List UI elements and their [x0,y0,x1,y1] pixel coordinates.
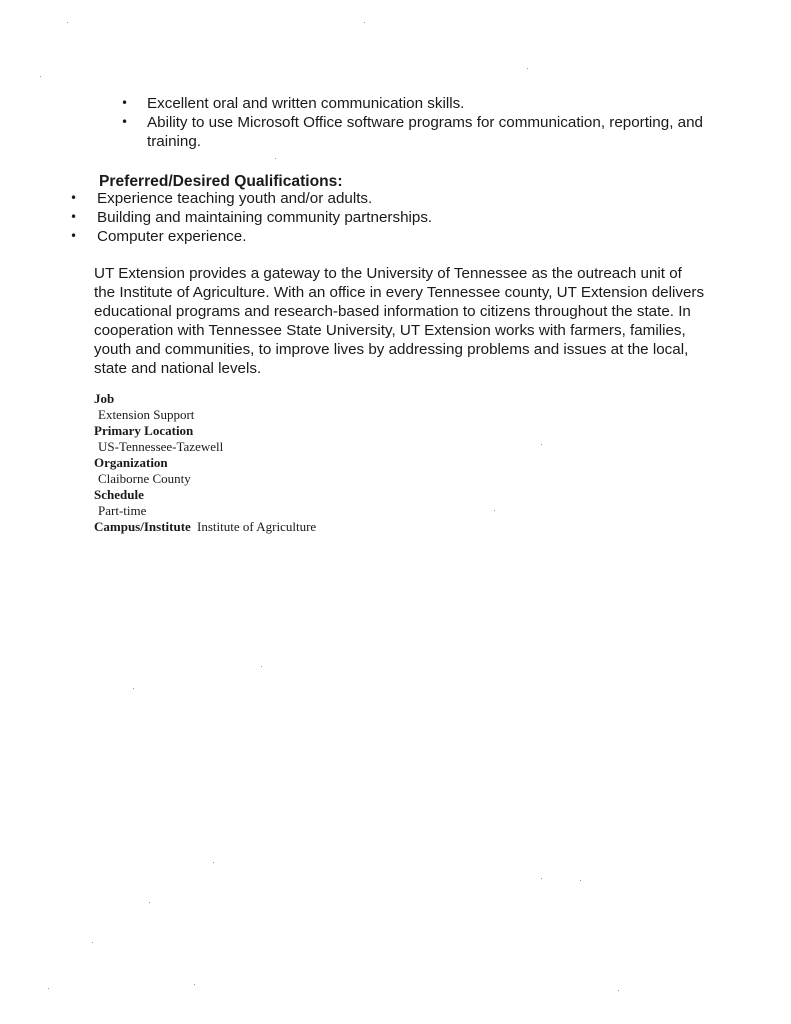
list-item-text: Excellent oral and written communication skills. [147,95,465,112]
required-qualifications-list [121,94,707,151]
primary-location-value: US-Tennessee-Tazewell [98,439,224,454]
list-item-text: Building and maintaining community partnerships. [97,209,433,226]
list-item-text: Computer experience. [97,228,247,245]
scan-speck [213,862,214,863]
job-value: Extension Support [98,407,195,422]
campus-row [94,519,494,535]
scan-speck [275,158,276,159]
job-label: Job [94,391,115,406]
preferred-qualifications-heading: Preferred/Desired Qualifications: [99,173,343,190]
bullet-icon: • [70,229,78,243]
scan-speck [541,878,542,879]
scan-speck [527,68,528,69]
scan-speck [364,22,365,23]
primary-location-label: Primary Location [94,423,194,438]
scan-speck [133,688,134,689]
list-item [70,227,657,246]
bullet-icon: • [121,115,129,129]
scan-speck [494,510,495,511]
scan-speck [541,444,542,445]
list-item-text: Ability to use Microsoft Office software programs for communication, reporting, and training. [147,114,703,150]
bullet-icon: • [121,96,129,110]
list-item [121,113,707,151]
bullet-icon: • [70,191,78,205]
schedule-label: Schedule [94,487,144,502]
list-item [121,94,707,113]
list-item [70,208,657,227]
organization-value: Claiborne County [98,471,191,486]
campus-institute-value: Institute of Agriculture [197,519,317,534]
scan-speck [92,942,93,943]
scan-speck [67,22,68,23]
bullet-icon: • [70,210,78,224]
scan-speck [618,990,619,991]
schedule-value: Part-time [98,503,147,518]
scan-speck [48,988,49,989]
list-item-text: Experience teaching youth and/or adults. [97,190,373,207]
scan-speck [149,902,150,903]
scan-speck [40,76,41,77]
about-paragraph: UT Extension provides a gateway to the University of Tennessee as the outreach unit of the Institute of Agriculture. With an office in every Tennessee county, UT Extension delivers educational programs and research-based information to citizens throughout the state. In cooperation with Tennessee State University, UT Extension works with farmers, families, youth and communities, to improve lives by addressing problems and issues at the local, state and national levels. [94,265,705,377]
list-item [70,189,657,208]
job-details [94,391,494,535]
organization-label: Organization [94,455,168,470]
campus-institute-label: Campus/Institute [94,519,191,534]
scan-speck [194,984,195,985]
preferred-qualifications-list [70,189,657,246]
scan-speck [261,666,262,667]
scan-speck [580,880,581,881]
